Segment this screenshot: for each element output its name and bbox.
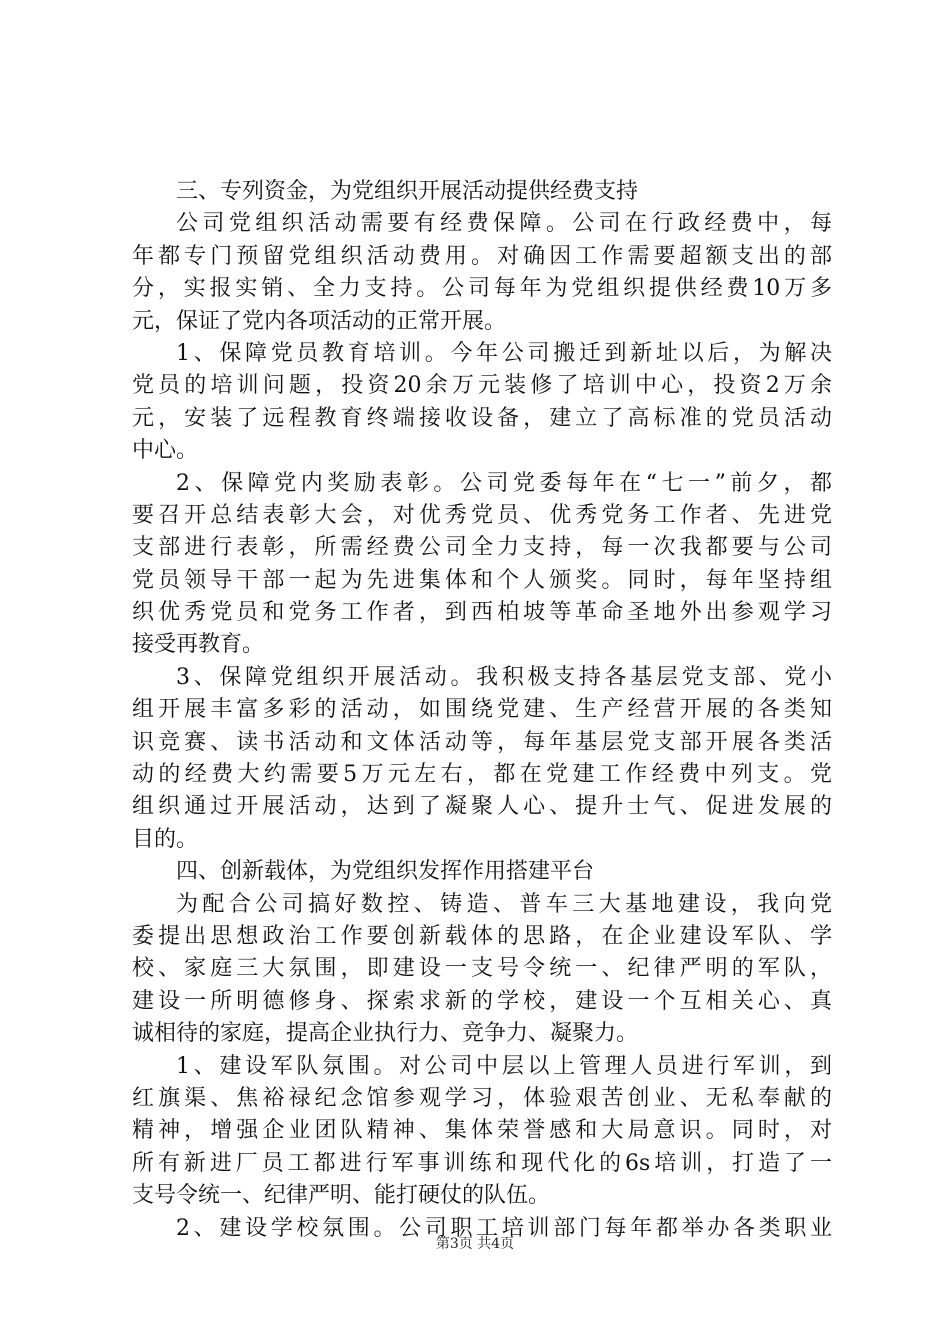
paragraph-line: 1、建设军队氛围。对公司中层以上管理人员进行军训，到 xyxy=(176,1053,832,1079)
paragraph-line: 元，安装了远程教育终端接收设备，建立了高标准的党员活动 xyxy=(132,405,832,431)
paragraph-line: 组织通过开展活动，达到了凝聚人心、提升士气、促进发展的 xyxy=(132,794,832,820)
paragraph-line: 支号令统一、纪律严明、能打硬仗的队伍。 xyxy=(132,1183,551,1209)
paragraph-line: 要召开总结表彰大会，对优秀党员、优秀党务工作者、先进党 xyxy=(132,502,832,528)
paragraph-line: 支部进行表彰，所需经费公司全力支持，每一次我都要与公司 xyxy=(132,535,832,561)
paragraph-line: 中心。 xyxy=(132,438,199,464)
paragraph-line: 识竞赛、读书活动和文体活动等，每年基层党支部开展各类活 xyxy=(132,729,832,755)
paragraph-line: 织优秀党员和党务工作者，到西柏坡等革命圣地外出参观学习 xyxy=(132,600,832,626)
paragraph-line: 诚相待的家庭，提高企业执行力、竞争力、凝聚力。 xyxy=(132,1021,639,1047)
paragraph-line: 3、保障党组织开展活动。我积极支持各基层党支部、党小 xyxy=(176,664,832,690)
paragraph-line: 元，保证了党内各项活动的正常开展。 xyxy=(132,308,507,334)
paragraph-line: 公司党组织活动需要有经费保障。公司在行政经费中，每 xyxy=(176,211,832,237)
paragraph-line: 1、保障党员教育培训。今年公司搬迁到新址以后，为解决 xyxy=(176,340,832,366)
paragraph-line: 党员的培训问题，投资20余万元装修了培训中心，投资2万余 xyxy=(132,373,832,399)
paragraph-line: 目的。 xyxy=(132,826,199,852)
paragraph-line: 组开展丰富多彩的活动，如围绕党建、生产经营开展的各类知 xyxy=(132,697,832,723)
paragraph-line: 红旗渠、焦裕禄纪念馆参观学习，体验艰苦创业、无私奉献的 xyxy=(132,1085,832,1111)
paragraph-line: 分，实报实销、全力支持。公司每年为党组织提供经费10万多 xyxy=(132,276,832,302)
paragraph-line: 校、家庭三大氛围，即建设一支号令统一、纪律严明的军队， xyxy=(132,956,832,982)
paragraph-line: 所有新进厂员工都进行军事训练和现代化的6s培训，打造了一 xyxy=(132,1150,832,1176)
paragraph-line: 动的经费大约需要5万元左右，都在党建工作经费中列支。党 xyxy=(132,762,832,788)
paragraph-line: 建设一所明德修身、探索求新的学校，建设一个互相关心、真 xyxy=(132,988,832,1014)
paragraph-line: 2、建设学校氛围。公司职工培训部门每年都举办各类职业 xyxy=(176,1215,832,1241)
paragraph-line: 2、保障党内奖励表彰。公司党委每年在“七一”前夕，都 xyxy=(176,470,832,496)
paragraph-line: 委提出思想政治工作要创新载体的思路，在企业建设军队、学 xyxy=(132,923,832,949)
paragraph-line: 党员领导干部一起为先进集体和个人颁奖。同时，每年坚持组 xyxy=(132,567,832,593)
paragraph-line: 精神，增强企业团队精神、集体荣誉感和大局意识。同时，对 xyxy=(132,1118,832,1144)
section-heading-4: 四、创新载体，为党组织发挥作用搭建平台 xyxy=(176,859,595,885)
page-number-footer: 第3页 共4页 xyxy=(435,1236,515,1252)
document-body xyxy=(132,176,832,1245)
paragraph-line: 接受再教育。 xyxy=(132,632,265,658)
paragraph-line: 年都专门预留党组织活动费用。对确因工作需要超额支出的部 xyxy=(132,243,832,269)
section-heading-3: 三、专列资金，为党组织开展活动提供经费支持 xyxy=(176,179,639,204)
paragraph-line: 为配合公司搞好数控、铸造、普车三大基地建设，我向党 xyxy=(176,891,832,917)
